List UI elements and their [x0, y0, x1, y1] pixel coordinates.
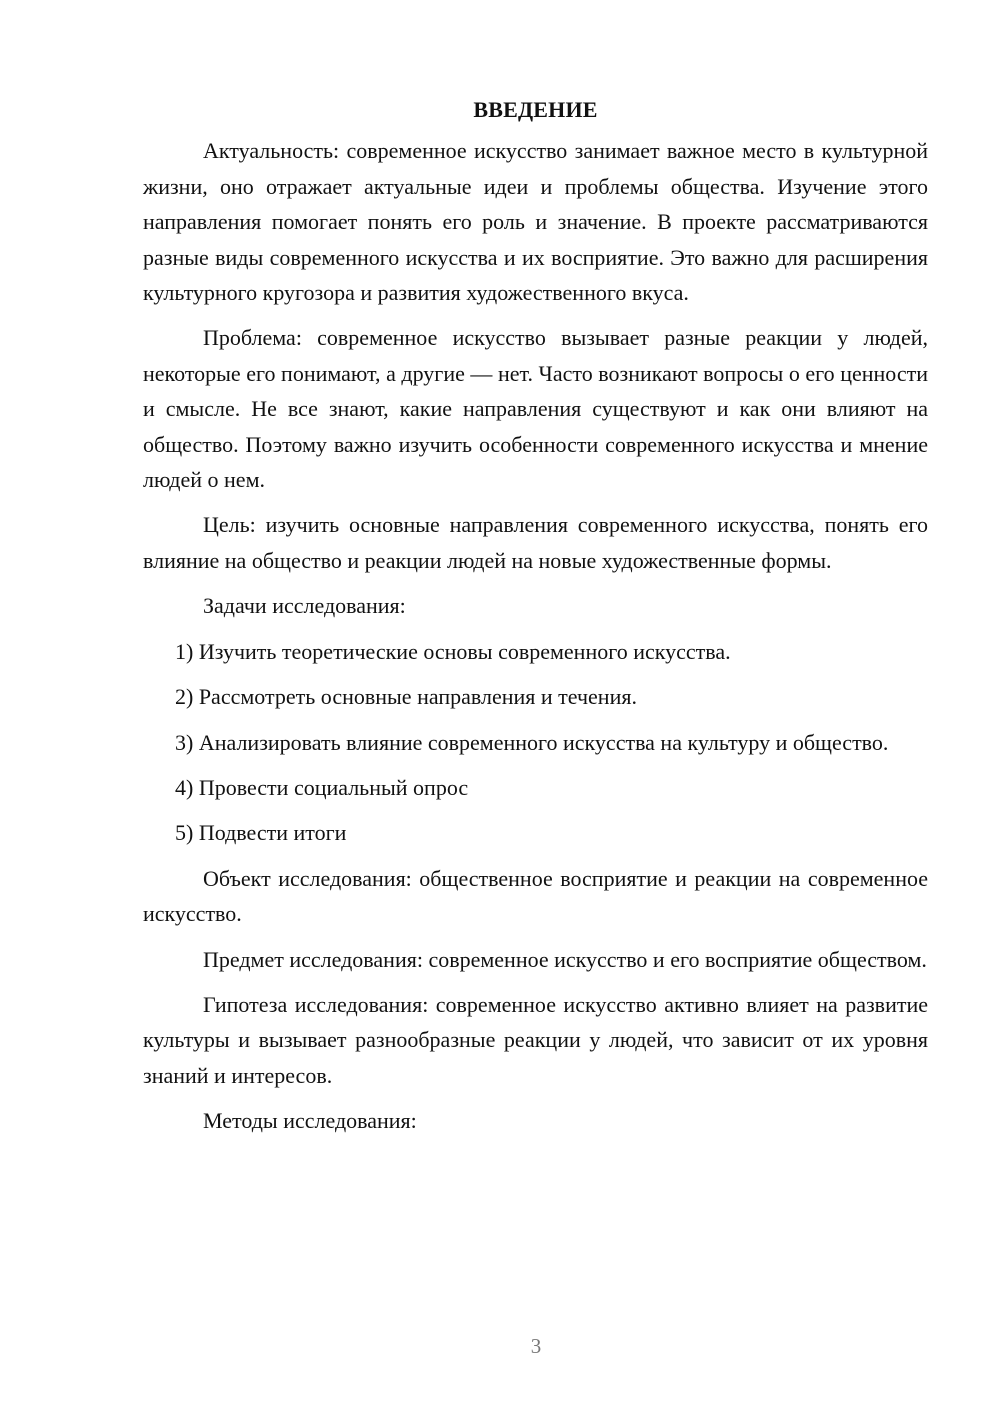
paragraph-methods: Методы исследования: — [203, 1108, 417, 1134]
page-title: ВВЕДЕНИЕ — [473, 97, 598, 122]
paragraph-problem: Проблема: современное искусство вызывает разные реакции у людей, некоторые его понимают, а другие — нет. Часто возникают вопросы о его ценности и смысле. Не все знают, какие направления существуют и как они влияют на общество. Поэтому важно изучить особенности современного искусства и мнение людей о нем. — [143, 325, 928, 493]
task-item: 1) Изучить теоретические основы современного искусства. — [175, 638, 731, 664]
task-item: 3) Анализировать влияние современного искусства на культуру и общество. — [175, 729, 889, 755]
task-item: 4) Провести социальный опрос — [175, 774, 469, 800]
page-content — [143, 92, 928, 1149]
task-item: 5) Подвести итоги — [175, 820, 347, 846]
task-item: 2) Рассмотреть основные направления и течения. — [175, 684, 637, 710]
paragraph-hypothesis: Гипотеза исследования: современное искусство активно влияет на развитие культуры и вызывает разнообразные реакции у людей, что зависит от их уровня знаний и интересов. — [143, 991, 928, 1088]
paragraph-subject: Предмет исследования: современное искусство и его восприятие обществом. — [203, 946, 927, 972]
paragraph-goal: Цель: изучить основные направления современного искусства, понять его влияние на общество и реакции людей на новые художественные формы. — [143, 512, 928, 573]
paragraph-object: Объект исследования: общественное восприятие и реакции на современное искусство. — [143, 865, 928, 927]
paragraph-tasks-heading: Задачи исследования: — [203, 593, 406, 619]
paragraph-relevance: Актуальность: современное искусство занимает важное место в культурной жизни, оно отражает актуальные идеи и проблемы общества. Изучение этого направления помогает понять его роль и значение. В проекте рассматриваются разные виды современного искусства и их восприятие. Это важно для расширения культурного кругозора и развития художественного вкуса. — [143, 138, 928, 306]
page-number: 3 — [530, 1334, 542, 1358]
